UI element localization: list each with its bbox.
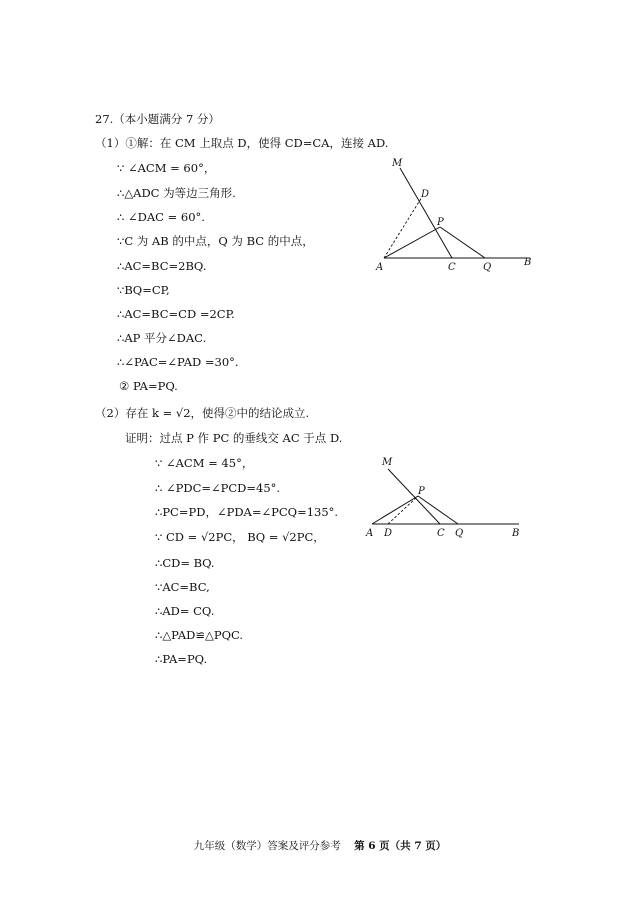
fig1-line-ap (384, 227, 440, 258)
part2-step-9: ∴PA=PQ. (155, 652, 208, 666)
part1-step-1: ∵ ∠ACM = 60°， (117, 161, 216, 175)
fig1-label-c: C (448, 262, 456, 273)
part2-step-6: ∵AC=BC, (155, 580, 210, 594)
fig2-label-a: A (366, 528, 374, 539)
part2-intro: （2）存在 k = √2，使得②中的结论成立. (95, 406, 310, 420)
fig1-label-q: Q (483, 262, 492, 273)
fig2-label-d: D (384, 528, 393, 539)
fig2-line-pd (388, 496, 418, 524)
part2-step-5: ∴CD= BQ. (155, 556, 215, 570)
fig2-line-ap (372, 496, 418, 524)
fig1-label-d: D (421, 189, 430, 200)
fig2-label-p: P (418, 486, 425, 497)
part1-step-9: ∴∠PAC=∠PAD =30°. (117, 355, 239, 369)
fig1-label-p: P (437, 217, 444, 228)
part2-step-2: ∴ ∠PDC=∠PCD=45°. (155, 481, 281, 495)
page-footer (0, 838, 640, 853)
fig1-label-a: A (376, 262, 384, 273)
part1-step-6: ∵BQ=CP, (117, 283, 170, 297)
fig1-label-b: B (524, 257, 532, 268)
fig2-line-pq (418, 496, 458, 524)
part1-step-7: ∴AC=BC=CD =2CP. (117, 307, 235, 321)
geometry-figure-1 (370, 150, 550, 275)
part1-step-8: ∴AP 平分∠DAC. (117, 331, 207, 345)
part1-step-5: ∴AC=BC=2BQ. (117, 259, 207, 273)
part2-proof-intro: 证明：过点 P 作 PC 的垂线交 AC 于点 D. (125, 431, 343, 445)
geometry-figure-2 (362, 450, 532, 542)
part2-step-7: ∴AD= CQ. (155, 604, 215, 618)
part2-step-4: ∵ CD = √2PC， BQ = √2PC， (155, 530, 325, 544)
part1-step-3: ∴ ∠DAC = 60°. (117, 210, 205, 224)
fig2-label-q: Q (455, 528, 464, 539)
part1-step-10: ② PA=PQ. (119, 379, 178, 393)
fig1-line-ad (384, 197, 422, 258)
part1-step-4: ∵C 为 AB 的中点，Q 为 BC 的中点， (117, 234, 314, 248)
footer-doc-title: 九年级（数学）答案及评分参考 (193, 840, 341, 852)
fig2-line-mc (388, 469, 440, 524)
fig2-label-c: C (437, 528, 445, 539)
fig1-label-m: M (392, 158, 403, 169)
fig2-label-m: M (382, 457, 393, 468)
problem-header: 27.（本小题满分 7 分） (95, 112, 220, 126)
fig2-label-b: B (512, 528, 520, 539)
fig1-line-pq (440, 227, 485, 258)
part2-step-8: ∴△PAD≌△PQC. (155, 628, 244, 642)
part2-step-3: ∴PC=PD，∠PDA=∠PCQ=135°. (155, 505, 339, 519)
part1-intro: （1）①解：在 CM 上取点 D，使得 CD=CA，连接 AD. (95, 136, 389, 150)
part2-step-1: ∵ ∠ACM = 45°， (155, 456, 254, 470)
part1-step-2: ∴△ADC 为等边三角形. (117, 186, 236, 200)
footer-page-number: 第 6 页（共 7 页） (354, 840, 447, 852)
